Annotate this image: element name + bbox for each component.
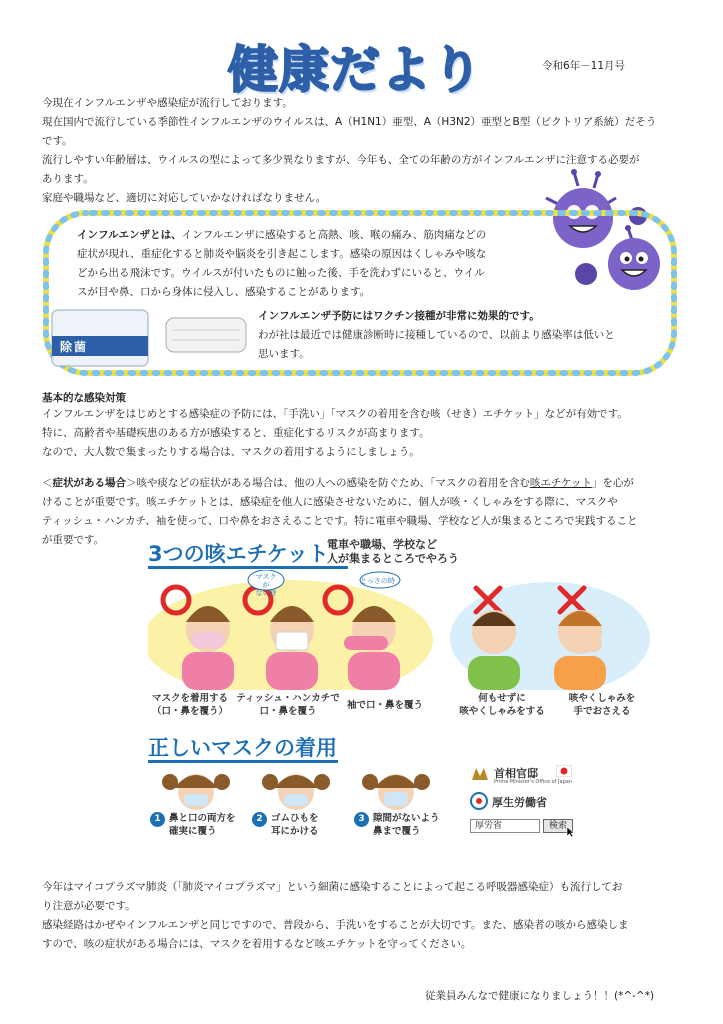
influenza-line-2: どから出る飛沫です。ウイルスが付いたものに触った後、手を洗わずにいると、ウイル: [77, 267, 485, 279]
caption-sleeve: [340, 699, 430, 712]
caption-tissue-line-1: ティッシュ・ハンカチで: [236, 693, 340, 704]
sanitizer-illustration: [48, 300, 258, 370]
intro-line-5: あります。: [42, 173, 94, 185]
intro-line-2: 現在国内で流行している季節性インフルエンザのウイルスは、A（H1N1）亜型、A（H3N2）亜型とB型（ビクトリア系統）だそう: [42, 116, 657, 128]
caption-nothing-line-2: 咳やくしゃみをする: [459, 706, 545, 717]
japan-flag-icon: [556, 765, 572, 777]
search-input[interactable]: 厚労省: [470, 819, 540, 833]
step-3-number: 3: [354, 812, 369, 827]
vaccine-line-2: 思います。: [258, 348, 310, 360]
basic-line-2: 特に、高齢者や基礎疾患のある方が感染すると、重症化するリスクが高まります。: [42, 427, 430, 439]
intro-line-1: 今現在インフルエンザや感染症が流行しております。: [42, 97, 293, 109]
caption-mask: [148, 692, 232, 718]
mask-title: 正しいマスクの着用: [148, 736, 337, 760]
mycoplasma-line-1: 今年はマイコプラズマ肺炎（「肺炎マイコプラズマ」という細菌に感染することによって起こる呼吸器感染症）も流行してお: [42, 881, 623, 893]
kantei-emblem-icon: [470, 764, 490, 782]
kantei-logo-text: 首相官邸: [494, 767, 538, 780]
basic-line-1: インフルエンザをはじめとする感染症の予防には、「手洗い」「マスクの着用を含む咳（せき）エチケット」などが有効です。: [42, 408, 628, 420]
caption-nothing: [454, 692, 550, 718]
girl-mask-step1-icon: [162, 774, 230, 810]
mask-underline: [148, 760, 338, 763]
vaccine-heading: インフルエンザ予防にはワクチン接種が非常に効果的です。: [258, 310, 540, 322]
kantei-logo-en: Prime Minister's Office of Japan: [494, 779, 572, 785]
bubble-no-mask-line-1: マスクが: [255, 573, 277, 589]
caption-nothing-line-1: 何もせずに: [478, 693, 526, 704]
step-1-number: 1: [150, 812, 165, 827]
intro-line-3: です。: [42, 135, 73, 147]
sanitizer-label: 除菌: [60, 340, 89, 354]
cough-etiquette-link[interactable]: 咳エチケット: [529, 477, 592, 489]
caption-tissue: [236, 692, 340, 718]
symptoms-bold: 症状がある場合: [52, 477, 126, 489]
girl-mask-step3-icon: [362, 774, 430, 810]
caption-mask-line-2: （口・鼻を覆う）: [151, 706, 228, 717]
mhlw-logo-text: 厚生労働省: [492, 796, 547, 809]
caption-hand: [560, 692, 644, 718]
bubble-sudden: とっさの時: [360, 577, 395, 585]
symptoms-line-2: けることが重要です。咳エチケットとは、感染症を他人に感染させないために、個人が咳・くしゃみをする際に、マスクや: [42, 496, 618, 508]
etiquette-illustration: [148, 570, 653, 690]
bubble-no-mask: [254, 573, 278, 597]
step-1-line-2: 確実に覆う: [169, 826, 217, 837]
mycoplasma-line-3: 感染経路はかぜやインフルエンザと同じですので、普段から、手洗いをすることが大切です。また、感染者の咳から感染しま: [42, 919, 629, 931]
footer-message: 従業員みんなで健康になりましょう！！(*^-^*): [425, 990, 655, 1002]
caption-mask-line-1: マスクを着用する: [151, 693, 228, 704]
etiquette-subtitle-1: 電車や職場、学校など: [327, 538, 437, 551]
etiquette-title: 3つの咳エチケット: [148, 542, 329, 566]
intro-line-4: 流行しやすい年齢層は、ウイルスの型によって多少異なりますが、今年も、全ての年齢の方がインフルエンザに注意する必要が: [42, 154, 640, 166]
issue-date: 令和6年－11月号: [542, 60, 626, 72]
mask-illustration: [148, 766, 448, 812]
bubble-no-mask-line-2: ない時: [255, 589, 277, 597]
mycoplasma-line-4: すので、咳の症状がある場合には、マスクを着用するなど咳エチケットを守ってください。: [42, 938, 472, 950]
intro-line-6: 家庭や職場など、適切に対応していかなければなりません。: [42, 192, 327, 204]
cursor-icon: [566, 826, 576, 838]
step-2-line-2: 耳にかける: [271, 826, 319, 837]
influenza-lead-rest: インフルエンザに感染すると高熱、咳、喉の痛み、筋肉痛などの: [181, 229, 487, 241]
mask-step-1: [150, 812, 236, 838]
search-button[interactable]: 検索: [543, 819, 573, 833]
vaccine-line-1: わが社は最近では健康診断時に接種しているので、以前より感染率は低いと: [258, 329, 615, 341]
step-1-line-1: 鼻と口の両方を: [169, 813, 236, 824]
caption-hand-line-1: 咳やくしゃみを: [568, 693, 636, 704]
influenza-line-3: スが目や鼻、口から身体に侵入し、感染することがあります。: [77, 286, 371, 298]
etiquette-subtitle-2: 人が集まるところでやろう: [327, 552, 459, 565]
step-2-line-1: ゴムひもを: [271, 813, 319, 824]
influenza-line-1: 症状が現れ、重症化すると肺炎や脳炎を引き起こします。感染の原因はくしゃみや咳な: [77, 248, 487, 260]
symptoms-line-3: ティッシュ・ハンカチ、袖を使って、口や鼻をおさえることです。特に電車や職場、学校など人が集まるところで実践すること: [42, 515, 638, 527]
symptoms-rest: ＞咳や痰などの症状がある場合は、他の人への感染を防ぐため、「マスクの着用を含む: [126, 477, 530, 489]
mhlw-emblem-icon: [470, 792, 488, 810]
caption-hand-line-2: 手でおさえる: [573, 706, 631, 717]
symptoms-line-4: が重要です。: [42, 534, 105, 546]
symptoms-prefix: ＜: [42, 477, 53, 489]
step-3-line-1: 隙間がないよう: [373, 813, 440, 824]
etiquette-subtitle: [327, 538, 459, 566]
influenza-lead-bold: インフルエンザとは、: [77, 229, 182, 241]
etiquette-underline: [148, 566, 348, 569]
mask-step-2: [252, 812, 319, 838]
symptoms-rest2: 」を心が: [591, 477, 634, 489]
symptoms-line-1: [42, 474, 634, 493]
caption-tissue-line-2: 口・鼻を覆う: [259, 706, 317, 717]
step-2-number: 2: [252, 812, 267, 827]
basic-line-3: なので、大人数で集まったりする場合は、マスクの着用するようにしましょう。: [42, 446, 420, 458]
face-mask-icon: [166, 318, 246, 352]
mycoplasma-line-2: り注意が必要です。: [42, 900, 136, 912]
caption-sleeve-line-1: 袖で口・鼻を覆う: [346, 700, 423, 711]
basic-heading: 基本的な感染対策: [42, 392, 126, 404]
step-3-line-2: 鼻まで覆う: [373, 826, 421, 837]
page-title: 健康だより: [228, 41, 483, 99]
influenza-lead: [77, 226, 486, 245]
girl-mask-step2-icon: [262, 774, 330, 810]
mask-step-3: [354, 812, 440, 838]
